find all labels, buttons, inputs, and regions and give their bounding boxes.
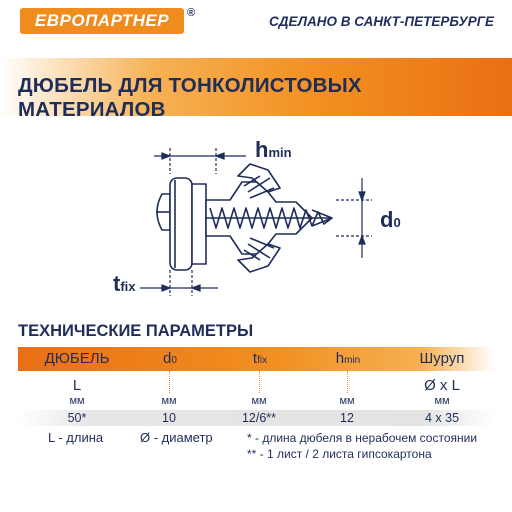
col-head-hmin-sub: min xyxy=(344,355,361,366)
col-unit: мм xyxy=(161,395,177,407)
legend-length: L - длина xyxy=(48,430,104,445)
col-unit: мм xyxy=(69,395,85,407)
col-head-hmin xyxy=(318,350,378,367)
d0-label-main: d xyxy=(380,207,394,232)
col-head-d0 xyxy=(140,350,200,367)
col-symbol-dowel: L xyxy=(72,377,82,394)
d0-label xyxy=(380,207,401,233)
value-dowel-length: 50* xyxy=(67,411,87,425)
legend-diameter: Ø - диаметр xyxy=(140,430,213,445)
registered-mark: ® xyxy=(187,7,196,19)
value-hmin: 12 xyxy=(340,411,354,425)
col-head-tfix xyxy=(230,350,290,367)
tfix-label-main: t xyxy=(113,271,121,296)
col-head-screw-text: Шуруп xyxy=(419,350,465,367)
guide-line xyxy=(259,371,260,393)
hmin-label-main: h xyxy=(255,137,269,162)
header xyxy=(0,0,512,44)
hmin-label xyxy=(255,137,292,163)
col-head-hmin-main: h xyxy=(335,350,345,367)
hmin-label-sub: min xyxy=(268,145,292,160)
col-symbol-screw: Ø x L xyxy=(424,377,460,394)
col-head-tfix-sub: fix xyxy=(257,355,268,366)
tfix-label xyxy=(113,271,136,297)
col-head-tfix-main: t xyxy=(252,350,258,367)
col-head-dowel-text: ДЮБЕЛЬ xyxy=(44,350,110,367)
value-tfix: 12/6** xyxy=(241,411,277,425)
params-heading: ТЕХНИЧЕСКИЕ ПАРАМЕТРЫ xyxy=(18,322,254,340)
col-head-d0-main: d xyxy=(163,350,172,367)
made-in-caption: СДЕЛАНО В САНКТ-ПЕТЕРБУРГЕ xyxy=(269,14,494,29)
page-title: ДЮБЕЛЬ ДЛЯ ТОНКОЛИСТОВЫХ МАТЕРИАЛОВ xyxy=(18,74,362,121)
value-d0: 10 xyxy=(162,411,176,425)
legend-footnote-2: ** - 1 лист / 2 листа гипсокартона xyxy=(247,447,432,461)
value-screw: 4 x 35 xyxy=(424,411,460,425)
legend-footnote-1: * - длина дюбеля в нерабочем состоянии xyxy=(247,431,478,445)
guide-line xyxy=(169,371,170,393)
col-unit: мм xyxy=(251,395,267,407)
guide-line xyxy=(347,371,348,393)
col-head-screw xyxy=(402,350,482,367)
tfix-label-sub: fix xyxy=(120,279,136,294)
col-head-d0-sub: 0 xyxy=(171,355,177,366)
col-unit: мм xyxy=(339,395,355,407)
col-unit: мм xyxy=(434,395,450,407)
brand-logo-text: ЕВРОПАРТНЕР xyxy=(34,11,170,30)
brand-logo[interactable] xyxy=(20,8,184,34)
d0-label-sub: 0 xyxy=(393,215,401,230)
col-head-dowel xyxy=(42,350,112,367)
